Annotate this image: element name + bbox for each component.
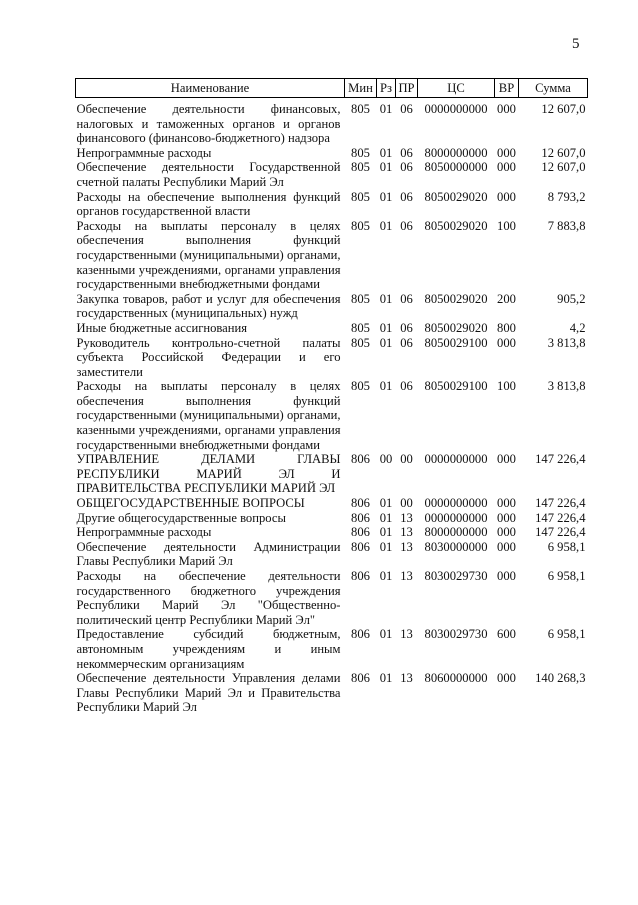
cell-pr: 00 bbox=[400, 496, 413, 511]
cell-vr: 000 bbox=[497, 510, 516, 525]
budget-table-container bbox=[75, 78, 587, 715]
cell-cs: 0000000000 bbox=[424, 102, 488, 116]
cell-name: Расходы на обеспечение выполнения функций органов государственной власти bbox=[76, 189, 341, 219]
header-pr: ПР bbox=[396, 79, 418, 98]
cell-pr: 06 bbox=[400, 379, 413, 394]
cell-vr: 100 bbox=[497, 379, 516, 394]
cell-name: ОБЩЕГОСУДАРСТВЕННЫЕ ВОПРОСЫ bbox=[76, 496, 305, 511]
cell-pr: 13 bbox=[400, 525, 413, 540]
cell-pr: 06 bbox=[400, 335, 413, 350]
cell-min: 805 bbox=[351, 102, 370, 116]
table-row bbox=[76, 190, 588, 219]
table-row bbox=[76, 321, 588, 336]
cell-sum: 6 958,1 bbox=[547, 539, 586, 554]
header-rz: Рз bbox=[377, 79, 396, 98]
cell-pr: 06 bbox=[400, 218, 413, 233]
header-min: Мин bbox=[345, 79, 377, 98]
cell-name: Расходы на обеспечение деятельности государственного бюджетного учреждения Республики Марий Эл "Общественно-политический центр Республики Марий Эл" bbox=[76, 569, 341, 627]
table-row bbox=[76, 219, 588, 292]
table-row bbox=[76, 540, 588, 569]
cell-rz: 01 bbox=[379, 539, 393, 554]
cell-min: 805 bbox=[351, 379, 370, 394]
cell-pr: 06 bbox=[400, 189, 413, 204]
cell-name: Обеспечение деятельности Управления делами Главы Республики Марий Эл и Правительства Республики Марий Эл bbox=[76, 671, 341, 715]
cell-sum: 140 268,3 bbox=[535, 671, 586, 686]
cell-name: Непрограммные расходы bbox=[76, 525, 212, 540]
cell-min: 805 bbox=[351, 320, 370, 335]
cell-sum: 6 958,1 bbox=[547, 627, 586, 642]
cell-rz: 01 bbox=[379, 102, 393, 116]
cell-name: Иные бюджетные ассигнования bbox=[76, 320, 248, 335]
cell-sum: 3 813,8 bbox=[547, 379, 586, 394]
cell-vr: 000 bbox=[497, 189, 516, 204]
header-name: Наименование bbox=[76, 79, 345, 98]
cell-pr: 13 bbox=[400, 671, 413, 686]
cell-name: Закупка товаров, работ и услуг для обеспечения государственных (муниципальных) нужд bbox=[76, 291, 341, 321]
cell-sum: 4,2 bbox=[569, 320, 586, 335]
cell-cs: 8050029020 bbox=[424, 291, 488, 306]
cell-pr: 06 bbox=[400, 320, 413, 335]
cell-name: УПРАВЛЕНИЕ ДЕЛАМИ ГЛАВЫ РЕСПУБЛИКИ МАРИЙ ЭЛ И ПРАВИТЕЛЬСТВА РЕСПУБЛИКИ МАРИЙ ЭЛ bbox=[76, 452, 341, 496]
cell-sum: 147 226,4 bbox=[535, 452, 586, 467]
cell-vr: 000 bbox=[497, 102, 516, 116]
table-body bbox=[76, 98, 588, 715]
cell-min: 805 bbox=[351, 145, 370, 160]
cell-rz: 01 bbox=[379, 218, 393, 233]
cell-cs: 8000000000 bbox=[424, 525, 488, 540]
cell-vr: 000 bbox=[497, 496, 516, 511]
cell-rz: 01 bbox=[379, 510, 393, 525]
table-row bbox=[76, 496, 588, 511]
cell-vr: 000 bbox=[497, 335, 516, 350]
cell-cs: 8050029100 bbox=[424, 335, 488, 350]
cell-vr: 000 bbox=[497, 145, 516, 160]
header-cs: ЦС bbox=[418, 79, 495, 98]
table-row bbox=[76, 511, 588, 526]
table-row bbox=[76, 160, 588, 189]
cell-pr: 06 bbox=[400, 102, 413, 116]
table-row bbox=[76, 452, 588, 496]
cell-name: Обеспечение деятельности Администрации Главы Республики Марий Эл bbox=[76, 539, 341, 569]
cell-cs: 8000000000 bbox=[424, 145, 488, 160]
cell-vr: 000 bbox=[497, 525, 516, 540]
cell-sum: 147 226,4 bbox=[535, 496, 586, 511]
cell-sum: 147 226,4 bbox=[535, 525, 586, 540]
cell-cs: 8060000000 bbox=[424, 671, 488, 686]
cell-min: 806 bbox=[351, 496, 370, 511]
cell-name: Расходы на выплаты персоналу в целях обеспечения выполнения функций государственными (муниципальными) органами, казенными учреждениями, органами управления государственными внебюджетными фондами bbox=[76, 218, 341, 292]
cell-vr: 800 bbox=[497, 320, 516, 335]
cell-pr: 06 bbox=[400, 160, 413, 175]
cell-sum: 12 607,0 bbox=[541, 145, 586, 160]
cell-name: Обеспечение деятельности финансовых, налоговых и таможенных органов и органов финансового (финансово-бюджетного) надзора bbox=[76, 102, 341, 146]
cell-min: 805 bbox=[351, 160, 370, 175]
cell-name: Обеспечение деятельности Государственной счетной палаты Республики Марий Эл bbox=[76, 160, 341, 189]
table-row bbox=[76, 627, 588, 671]
cell-min: 805 bbox=[351, 335, 370, 350]
cell-vr: 000 bbox=[497, 160, 516, 175]
cell-rz: 01 bbox=[379, 671, 393, 686]
cell-name: Другие общегосударственные вопросы bbox=[76, 510, 286, 525]
cell-pr: 13 bbox=[400, 510, 413, 525]
cell-cs: 8050029020 bbox=[424, 189, 488, 204]
table-row bbox=[76, 146, 588, 161]
cell-pr: 13 bbox=[400, 627, 413, 642]
cell-min: 806 bbox=[351, 510, 370, 525]
cell-sum: 147 226,4 bbox=[535, 510, 586, 525]
cell-vr: 000 bbox=[497, 539, 516, 554]
cell-rz: 01 bbox=[379, 569, 393, 583]
cell-min: 806 bbox=[351, 671, 370, 686]
table-row bbox=[76, 379, 588, 452]
cell-rz: 01 bbox=[379, 335, 393, 350]
table-row bbox=[76, 292, 588, 321]
header-sum: Сумма bbox=[519, 79, 588, 98]
table-row bbox=[76, 336, 588, 380]
cell-pr: 13 bbox=[400, 539, 413, 554]
cell-cs: 0000000000 bbox=[424, 510, 488, 525]
cell-min: 806 bbox=[351, 627, 370, 642]
cell-rz: 01 bbox=[379, 145, 393, 160]
cell-min: 805 bbox=[351, 189, 370, 204]
table-header-row bbox=[76, 79, 588, 98]
cell-rz: 01 bbox=[379, 160, 393, 175]
cell-sum: 905,2 bbox=[557, 291, 586, 306]
cell-sum: 8 793,2 bbox=[547, 189, 586, 204]
cell-cs: 8050029100 bbox=[424, 379, 488, 394]
cell-rz: 01 bbox=[379, 291, 393, 306]
cell-name: Непрограммные расходы bbox=[76, 145, 212, 160]
cell-name: Предоставление субсидий бюджетным, автономным учреждениям и иным некоммерческим организациям bbox=[76, 627, 341, 671]
cell-rz: 01 bbox=[379, 496, 393, 511]
cell-cs: 0000000000 bbox=[424, 496, 488, 511]
cell-vr: 000 bbox=[497, 569, 516, 583]
cell-min: 806 bbox=[351, 569, 370, 583]
cell-pr: 13 bbox=[400, 569, 413, 583]
cell-sum: 3 813,8 bbox=[547, 335, 586, 350]
cell-cs: 8030029730 bbox=[424, 627, 488, 642]
cell-rz: 01 bbox=[379, 627, 393, 642]
table-row bbox=[76, 525, 588, 540]
cell-cs: 8050029020 bbox=[424, 320, 488, 335]
cell-sum: 12 607,0 bbox=[541, 102, 586, 116]
cell-min: 805 bbox=[351, 291, 370, 306]
header-vr: ВР bbox=[495, 79, 519, 98]
cell-min: 806 bbox=[351, 452, 370, 467]
cell-sum: 6 958,1 bbox=[547, 569, 586, 583]
cell-rz: 01 bbox=[379, 525, 393, 540]
cell-name: Расходы на выплаты персоналу в целях обеспечения выполнения функций государственными (муниципальными) органами, казенными учреждениями, органами управления государственными внебюджетными фондами bbox=[76, 379, 341, 452]
cell-cs: 8050029020 bbox=[424, 218, 488, 233]
cell-pr: 00 bbox=[400, 452, 413, 467]
cell-name: Руководитель контрольно-счетной палаты субъекта Российской Федерации и его заместители bbox=[76, 335, 341, 379]
cell-cs: 8030029730 bbox=[424, 569, 488, 583]
cell-min: 806 bbox=[351, 539, 370, 554]
cell-sum: 7 883,8 bbox=[547, 218, 586, 233]
table-row bbox=[76, 569, 588, 627]
cell-cs: 0000000000 bbox=[424, 452, 488, 467]
page-number: 5 bbox=[572, 36, 580, 52]
cell-vr: 000 bbox=[497, 671, 516, 686]
cell-rz: 00 bbox=[379, 452, 393, 467]
cell-vr: 200 bbox=[497, 291, 516, 306]
cell-rz: 01 bbox=[379, 379, 393, 394]
table-row bbox=[76, 671, 588, 715]
budget-table bbox=[75, 78, 588, 715]
cell-vr: 000 bbox=[497, 452, 516, 467]
cell-rz: 01 bbox=[379, 189, 393, 204]
cell-min: 806 bbox=[351, 525, 370, 540]
cell-cs: 8030000000 bbox=[424, 539, 488, 554]
cell-vr: 100 bbox=[497, 218, 516, 233]
cell-pr: 06 bbox=[400, 291, 413, 306]
table-row bbox=[76, 98, 588, 146]
cell-pr: 06 bbox=[400, 145, 413, 160]
cell-rz: 01 bbox=[379, 320, 393, 335]
cell-cs: 8050000000 bbox=[424, 160, 488, 175]
cell-min: 805 bbox=[351, 218, 370, 233]
cell-vr: 600 bbox=[497, 627, 516, 642]
cell-sum: 12 607,0 bbox=[541, 160, 586, 175]
